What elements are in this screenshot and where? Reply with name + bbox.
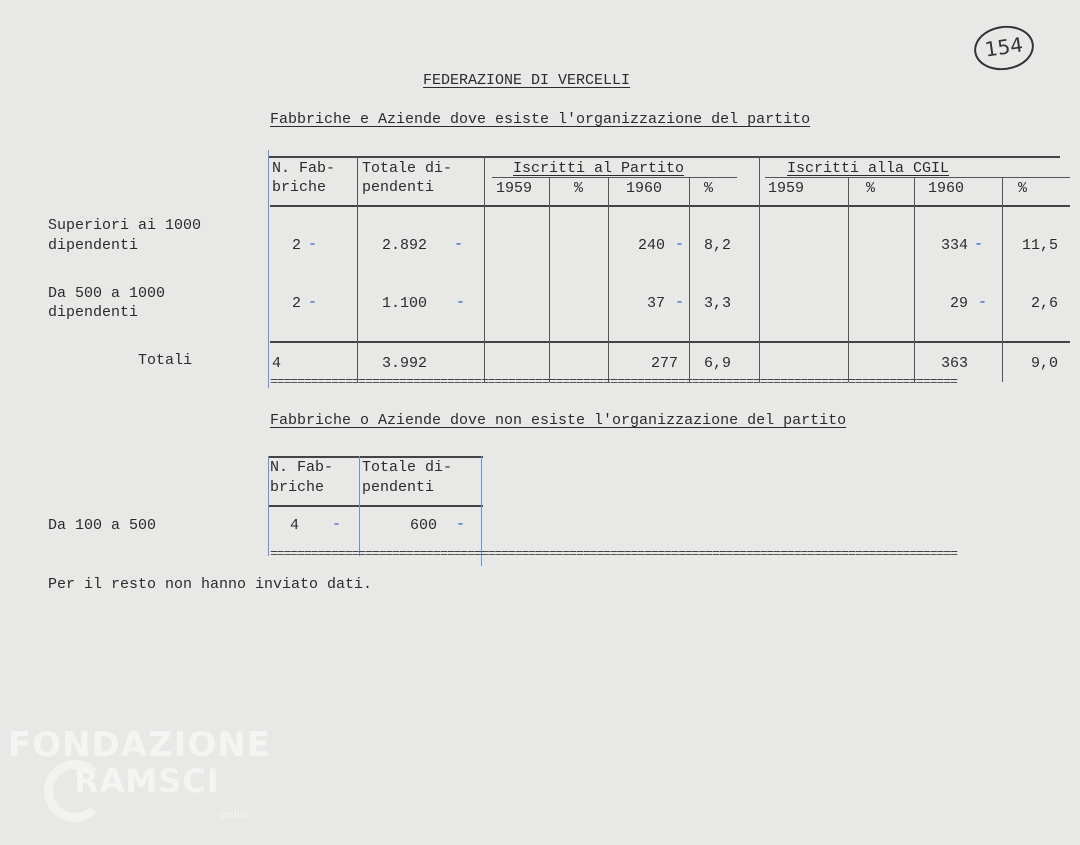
hand-check-mark: - (456, 516, 466, 533)
row2-party-1960: 37 (646, 295, 665, 312)
double-rule: ===================================================================================================== (270, 374, 957, 389)
federation-title: FEDERAZIONE DI VERCELLI (423, 72, 631, 89)
cgil-pct1960: % (1018, 180, 1028, 197)
party-year1960: 1960 (626, 180, 663, 197)
row1-employees: 2.892 (382, 237, 428, 254)
row2-party-pct: 3,3 (704, 295, 732, 312)
double-rule-table2: ===================================================================================================== (270, 546, 957, 561)
totals-label: Totali (138, 352, 193, 369)
totals-party-1960: 277 (650, 355, 678, 372)
row2-employees: 1.100 (382, 295, 428, 312)
cgil-pct1959: % (866, 180, 876, 197)
t2-row-factories: 4 (290, 517, 300, 534)
party-pct1960: % (704, 180, 714, 197)
t2-col-factories-line2: briche (270, 479, 325, 496)
totals-cgil-pct: 9,0 (1030, 355, 1058, 372)
col-employees-line1: Totale di- (362, 160, 453, 177)
watermark-line1: FONDAZIONE (8, 725, 272, 765)
hand-check-mark: - (332, 516, 342, 533)
row1-label-line1: Superiori ai 1000 (48, 217, 202, 234)
group-party-header: Iscritti al Partito (513, 160, 685, 177)
section1-title: Fabbriche e Aziende dove esiste l'organizzazione del partito (270, 111, 811, 128)
hand-check-mark: - (308, 294, 318, 311)
page-number-stamp: 154 (971, 22, 1037, 74)
t2-col-employees-line1: Totale di- (362, 459, 453, 476)
row1-cgil-1960: 334 (940, 237, 968, 254)
t2-row-label: Da 100 a 500 (48, 517, 157, 534)
row1-label-line2: dipendenti (48, 237, 139, 254)
totals-employees: 3.992 (382, 355, 428, 372)
group-cgil-header: Iscritti alla CGIL (787, 160, 950, 177)
row2-cgil-1960: 29 (949, 295, 968, 312)
row1-factories: 2 (292, 237, 302, 254)
col-employees-line2: pendenti (362, 179, 435, 196)
col-factories-line1: N. Fab- (272, 160, 336, 177)
section2-title: Fabbriche o Aziende dove non esiste l'organizzazione del partito (270, 412, 847, 429)
totals-factories: 4 (272, 355, 282, 372)
hand-check-mark: - (308, 236, 318, 253)
party-year1959: 1959 (496, 180, 533, 197)
t2-col-factories-line1: N. Fab- (270, 459, 334, 476)
hand-check-mark: - (974, 236, 984, 253)
hand-check-mark: - (978, 294, 988, 311)
totals-party-pct: 6,9 (704, 355, 732, 372)
row1-cgil-pct: 11,5 (1021, 237, 1058, 254)
watermark-line2: RAMSCI (74, 762, 220, 800)
t2-col-employees-line2: pendenti (362, 479, 435, 496)
col-factories-line2: briche (272, 179, 327, 196)
hand-check-mark: - (675, 236, 685, 253)
watermark-line3: onlus (220, 808, 250, 821)
hand-check-mark: - (456, 294, 466, 311)
row1-party-1960: 240 (637, 237, 665, 254)
hand-check-mark: - (454, 236, 464, 253)
hand-check-mark: - (675, 294, 685, 311)
t2-row-employees: 600 (410, 517, 438, 534)
row2-cgil-pct: 2,6 (1030, 295, 1058, 312)
row1-party-pct: 8,2 (704, 237, 732, 254)
row2-label-line2: dipendenti (48, 304, 139, 321)
row2-factories: 2 (292, 295, 302, 312)
totals-cgil-1960: 363 (940, 355, 968, 372)
party-pct1959: % (574, 180, 584, 197)
cgil-year1960: 1960 (928, 180, 965, 197)
footer-note: Per il resto non hanno inviato dati. (48, 576, 373, 593)
row2-label-line1: Da 500 a 1000 (48, 285, 166, 302)
cgil-year1959: 1959 (768, 180, 805, 197)
